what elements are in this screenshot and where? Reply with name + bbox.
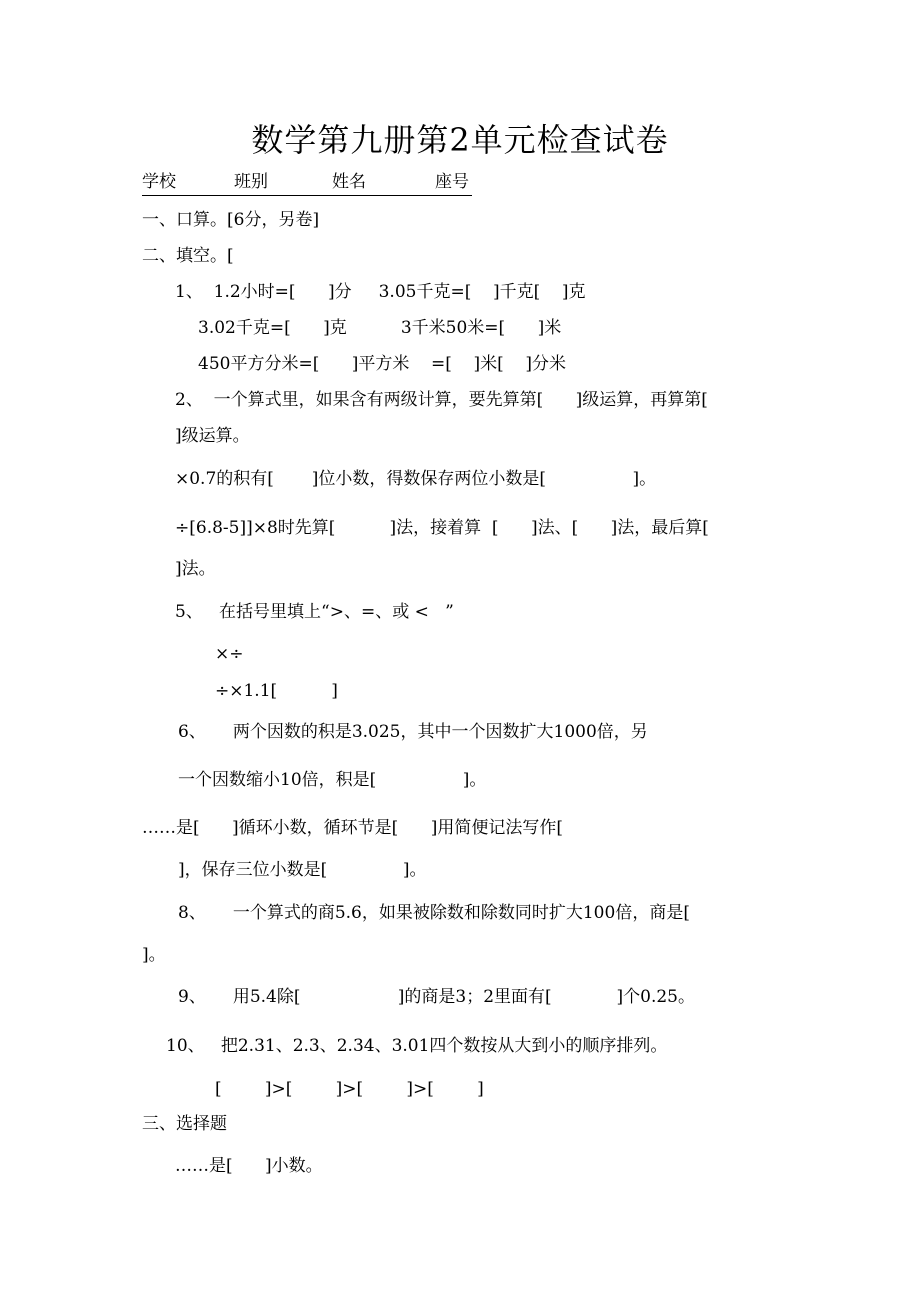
section-2-heading: 二、填空。[ bbox=[142, 246, 234, 266]
question-1-line-1: 1、 1.2小时=[ ]分 3.05千克=[ ]千克[ ]克 bbox=[175, 282, 586, 302]
question-7-line-1: ……是[ ]循环小数，循环节是[ ]用简便记法写作[ bbox=[142, 818, 564, 838]
student-info-row bbox=[142, 171, 472, 196]
question-2-line-2: ]级运算。 bbox=[175, 426, 250, 446]
question-3-line: ×0.7的积有[ ]位小数，得数保存两位小数是[ ]。 bbox=[175, 469, 657, 489]
question-8-line-1: 8、 一个算式的商5.6，如果被除数和除数同时扩大100倍，商是[ bbox=[178, 903, 690, 923]
question-4-line-1: ÷[6.8-5]]×8时先算[ ]法，接着算 [ ]法、[ ]法，最后算[ bbox=[175, 518, 709, 538]
question-6-line-1: 6、 两个因数的积是3.025，其中一个因数扩大1000倍，另 bbox=[178, 722, 648, 742]
question-1-line-3: 450平方分米=[ ]平方米 =[ ]米[ ]分米 bbox=[198, 354, 566, 374]
question-10-line-1: 10、 把2.31、2.3、2.34、3.01四个数按从大到小的顺序排列。 bbox=[166, 1036, 668, 1056]
question-4-line-2: ]法。 bbox=[175, 559, 216, 579]
name-label: 姓名 bbox=[332, 172, 366, 192]
question-1-line-2: 3.02千克=[ ]克 3千米50米=[ ]米 bbox=[198, 318, 562, 338]
question-8-line-2: ]。 bbox=[142, 945, 166, 965]
class-label: 班别 bbox=[234, 172, 268, 192]
school-label: 学校 bbox=[142, 172, 176, 192]
seat-label: 座号 bbox=[435, 172, 469, 192]
section-1-heading: 一、口算。[6分，另卷] bbox=[142, 210, 320, 230]
page-title: 数学第九册第2单元检查试卷 bbox=[251, 121, 669, 159]
choice-question-1: ……是[ ]小数。 bbox=[175, 1156, 323, 1176]
question-10-answer-line: [ ]>[ ]>[ ]>[ ] bbox=[215, 1079, 484, 1099]
question-2-line-1: 2、 一个算式里，如果含有两级计算，要先算第[ ]级运算，再算第[ bbox=[175, 390, 708, 410]
question-9-line: 9、 用5.4除[ ]的商是3；2里面有[ ]个0.25。 bbox=[178, 987, 695, 1007]
question-5-line-2: ×÷ bbox=[215, 644, 244, 664]
question-6-line-2: 一个因数缩小10倍，积是[ ]。 bbox=[178, 770, 487, 790]
question-5-line-3: ÷×1.1[ ] bbox=[215, 681, 338, 701]
question-7-line-2: ]，保存三位小数是[ ]。 bbox=[178, 860, 427, 880]
section-3-heading: 三、选择题 bbox=[142, 1114, 227, 1134]
question-5-line-1: 5、 在括号里填上“>、=、或 < ” bbox=[175, 602, 454, 622]
